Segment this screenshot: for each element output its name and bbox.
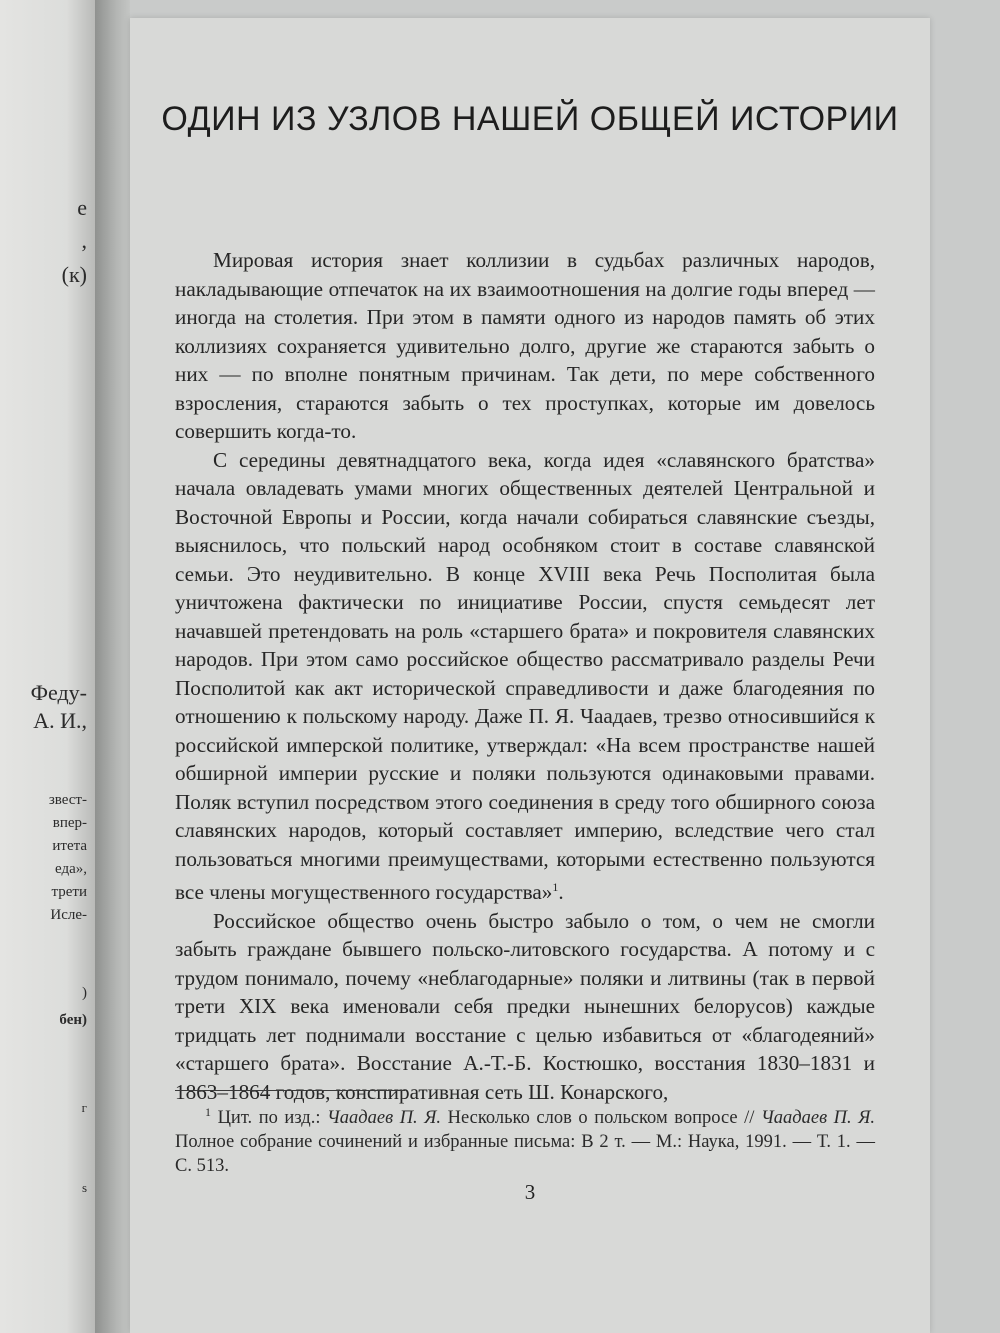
facing-page-fragment: Исле-: [50, 907, 87, 923]
facing-page-fragment: ,: [81, 228, 87, 253]
facing-page-fragment: бен): [59, 1012, 87, 1028]
paragraph-text: С середины девятнадцатого века, когда идея «славянского братства» начала овладевать умами многих общественных деятелей Центральной и Восточной Европы и России, когда начали собираться славянские съезды, выяснилось, что польский народ особняком стоит в составе славянской семьи. Это неудивительно. В конце XVIII века Речь Посполитая была уничтожена фактически по инициативе России, спустя семьдесят лет начавшей претендовать на роль «старшего брата» и покровителя славянских народов. При этом само российское общество рассматривало разделы Речи Посполитой как акт исторической справедливости и даже благодеяния по отношению к польскому народу. Даже П. Я. Чаадаев, трезво относившийся к российской имперской политике, утверждал: «На всем пространстве нашей обширной империи русские и поляки пользуются одинаковыми правами. Поляк вступил посредством этого соединения в среду того обширного союза славянских народов, который составляет империю, вследствие чего стал пользоваться многими преимуществами, которыми естественно пользуются все члены могущественного государства»: [175, 447, 875, 905]
facing-page-fragment: Феду-: [30, 680, 87, 705]
paragraph: [175, 907, 875, 1107]
book-page: [130, 18, 930, 1333]
footnote-title: Несколько слов о польском вопросе //: [441, 1108, 761, 1129]
facing-page-fragment: s: [81, 1180, 87, 1195]
chapter-title: ОДИН ИЗ УЗЛОВ НАШЕЙ ОБЩЕЙ ИСТОРИИ: [161, 100, 899, 138]
footnote-reference: 1: [552, 880, 559, 894]
footnote-prefix: Цит. по изд.:: [217, 1108, 328, 1129]
facing-page-fragment: еда»,: [55, 861, 87, 877]
paragraph: С середины девятнадцатого века, когда идея «славянского братства» начала овладевать умами многих общественных деятелей Центральной и Восточной Европы и России, когда начали собираться славянские съезды, выяснилось, что польский народ особняком стоит в составе славянской семьи. Это неудивительно. В конце XVIII века Речь Посполитая была уничтожена фактически по инициативе России, спустя семьдесят лет начавшей претендовать на роль «старшего брата» и покровителя славянских народов. При этом само российское общество рассматривало разделы Речи Посполитой как акт исторической справедливости и даже благодеяния по отношению к польскому народу. Даже П. Я. Чаадаев, трезво относившийся к российской имперской политике, утверждал: «На всем пространстве нашей обширной империи русские и поляки пользуются одинаковыми правами. Поляк вступил посредством этого соединения в среду того обширного союза славянских народов, который составляет империю, вследствие чего стал пользоваться многими преимуществами, которыми естественно пользуются все члены могущественного государства»$^1$.: [175, 447, 875, 905]
facing-page-fragment: е: [77, 195, 87, 220]
facing-page-fragment: г: [81, 1100, 87, 1115]
facing-page-fragment: трети: [51, 884, 87, 900]
paragraph: [175, 246, 875, 446]
paragraph-text: Мировая история знает коллизии в судьбах различных народов, накладывающие отпечаток на их взаимоотношения на долгие годы вперед — иногда на столетия. При этом в памяти одного из народов память об этих коллизиях сохраняется удивительно долго, другие же стараются забыть о них — по вполне понятным причинам. Так дети, по мере собственного взросления, стараются забыть о тех проступках, которые им довелось совершить когда-то.: [175, 248, 875, 443]
facing-page-fragment: А. И.,: [33, 708, 87, 733]
facing-page-fragment: ): [82, 985, 87, 1001]
facing-page-fragment: звест-: [48, 792, 87, 808]
facing-page-fragment: (к): [61, 262, 87, 287]
footnote-source: Полное собрание сочинений и избранные письма: В 2 т. — М.: Наука, 1991. — Т. 1. — С. 513.: [175, 1132, 875, 1177]
footnote: [175, 1100, 875, 1178]
facing-page-fragment: итета: [52, 838, 87, 854]
book-gutter: [95, 0, 130, 1333]
footnote-author: Чаадаев П. Я.: [761, 1108, 875, 1129]
body-text: [175, 246, 875, 1106]
page-number: 3: [524, 1180, 536, 1204]
footnote-divider: [175, 1090, 405, 1091]
paragraph-text: Российское общество очень быстро забыло о том, о чем не смогли забыть граждане бывшего польско-литовского государства. А потому и с трудом понимало, почему «неблагодарные» поляки и литвины (так в первой трети XIX века именовали себя предки нынешних белорусов) каждые тридцать лет поднимали восстание с целью избавиться от «благодеяний» «старшего брата». Восстание А.-Т.-Б. Костюшко, восстания 1830–1831 и 1863–1864 годов, конспиративная сеть Ш. Конарского,: [175, 908, 875, 1104]
footnote-author: Чаадаев П. Я.: [327, 1108, 442, 1129]
facing-page: [0, 0, 95, 1333]
footnote-mark: 1: [205, 1105, 211, 1119]
facing-page-fragment: впер-: [52, 815, 87, 831]
